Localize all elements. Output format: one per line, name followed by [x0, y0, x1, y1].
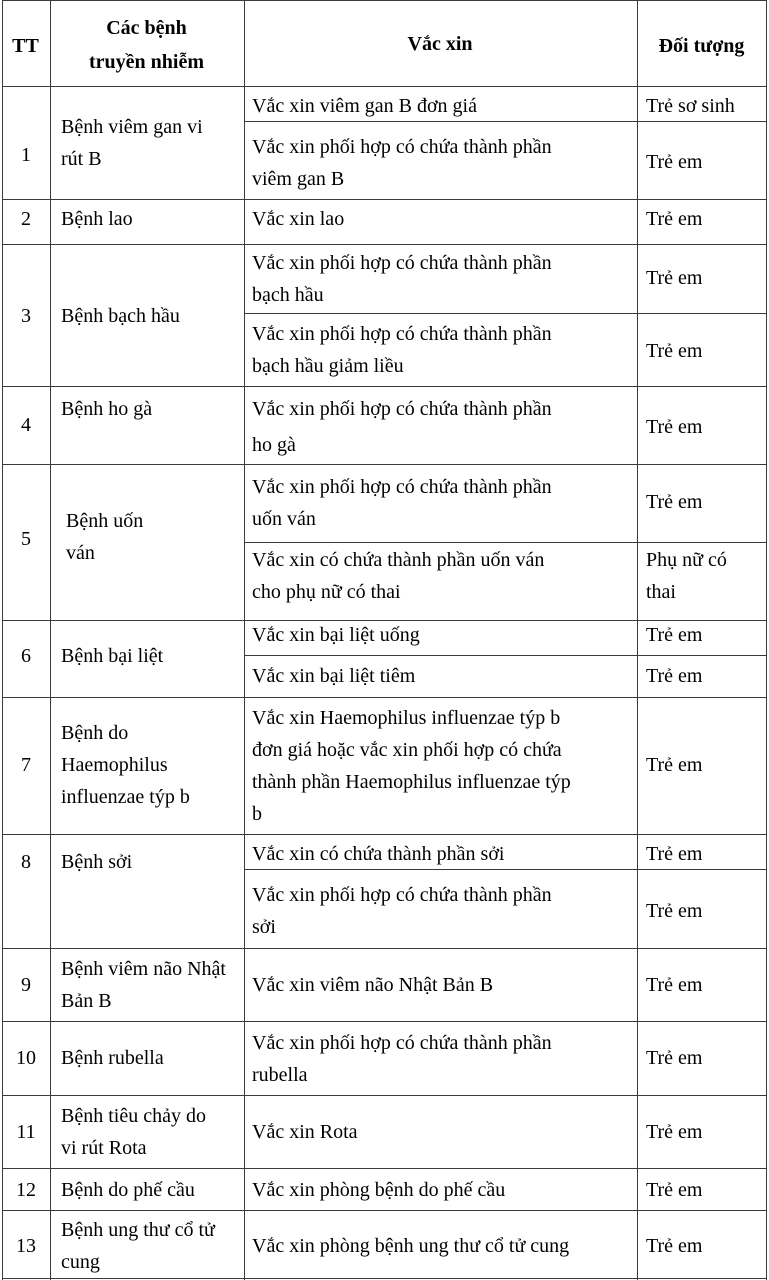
- column-divider: [637, 0, 638, 1280]
- row-number: 13: [16, 1235, 36, 1257]
- header-vaccine: Vắc xin: [407, 33, 473, 55]
- target-text: Trẻ em: [646, 1121, 703, 1143]
- row-number: 11: [16, 1121, 36, 1143]
- target-text: Phụ nữ có: [646, 549, 727, 571]
- vaccine-text: Vắc xin phối hợp có chứa thành phần: [252, 252, 552, 274]
- disease-name: Bệnh tiêu chảy do: [61, 1105, 206, 1127]
- vaccine-text: Vắc xin có chứa thành phần sởi: [252, 843, 505, 865]
- vaccine-text: Vắc xin lao: [252, 208, 345, 230]
- row-divider: [2, 244, 767, 245]
- row-number: 10: [16, 1047, 36, 1069]
- disease-name: cung: [61, 1251, 100, 1273]
- vaccine-text: Vắc xin bại liệt uống: [252, 624, 420, 646]
- target-text: Trẻ em: [646, 900, 703, 922]
- target-text: Trẻ em: [646, 974, 703, 996]
- vaccine-text: Vắc xin viêm não Nhật Bản B: [252, 974, 494, 996]
- sub-row-divider: [244, 313, 766, 314]
- vaccine-text: Vắc xin phối hợp có chứa thành phần: [252, 323, 552, 345]
- vaccine-text: Vắc xin phối hợp có chứa thành phần: [252, 398, 552, 420]
- row-number: 8: [21, 851, 31, 873]
- column-divider: [50, 0, 51, 1280]
- disease-name: Bệnh viêm não Nhật: [61, 958, 226, 980]
- vaccine-text: Vắc xin phòng bệnh do phế cầu: [252, 1179, 506, 1201]
- disease-name: Haemophilus: [61, 754, 168, 776]
- row-divider: [2, 1021, 767, 1022]
- target-text: Trẻ em: [646, 843, 703, 865]
- vaccine-text: Vắc xin Rota: [252, 1121, 358, 1143]
- vaccine-text: viêm gan B: [252, 168, 345, 190]
- target-text: thai: [646, 581, 676, 603]
- vaccine-text: ho gà: [252, 434, 296, 456]
- vaccine-text: uốn ván: [252, 508, 316, 530]
- vaccine-text: đơn giá hoặc vắc xin phối hợp có chứa: [252, 739, 562, 761]
- disease-name: vi rút Rota: [61, 1137, 147, 1159]
- disease-name: Bệnh do phế cầu: [61, 1179, 195, 1201]
- disease-name: Bệnh ho gà: [61, 398, 153, 420]
- row-divider: [2, 697, 767, 698]
- target-text: Trẻ em: [646, 416, 703, 438]
- disease-name: Bệnh ung thư cổ tử: [61, 1219, 215, 1241]
- header-divider: [2, 86, 767, 87]
- row-divider: [2, 464, 767, 465]
- vaccine-text: Vắc xin bại liệt tiêm: [252, 665, 416, 687]
- disease-name: Bệnh uốn: [66, 510, 144, 532]
- sub-row-divider: [244, 542, 766, 543]
- disease-name: Bệnh rubella: [61, 1047, 164, 1069]
- vaccine-text: thành phần Haemophilus influenzae týp: [252, 771, 571, 793]
- row-divider: [2, 1278, 767, 1279]
- row-number: 1: [21, 144, 31, 166]
- vaccine-text: Vắc xin viêm gan B đơn giá: [252, 95, 477, 117]
- target-text: Trẻ em: [646, 665, 703, 687]
- vaccine-text: rubella: [252, 1064, 308, 1086]
- target-text: Trẻ em: [646, 1235, 703, 1257]
- vaccine-text: Vắc xin phối hợp có chứa thành phần: [252, 884, 552, 906]
- target-text: Trẻ em: [646, 624, 703, 646]
- column-divider: [244, 0, 245, 1280]
- vaccine-text: Vắc xin phòng bệnh ung thư cổ tử cung: [252, 1235, 570, 1257]
- disease-name: Bệnh bạch hầu: [61, 305, 180, 327]
- vaccine-text: Vắc xin phối hợp có chứa thành phần: [252, 476, 552, 498]
- target-text: Trẻ em: [646, 208, 703, 230]
- row-number: 2: [21, 208, 31, 230]
- vaccine-text: Vắc xin Haemophilus influenzae týp b: [252, 707, 561, 729]
- row-divider: [2, 834, 767, 835]
- target-text: Trẻ em: [646, 340, 703, 362]
- sub-row-divider: [244, 655, 766, 656]
- vaccine-text: Vắc xin phối hợp có chứa thành phần: [252, 136, 552, 158]
- target-text: Trẻ em: [646, 1047, 703, 1069]
- vaccine-text: b: [252, 803, 262, 825]
- target-text: Trẻ sơ sinh: [646, 95, 735, 117]
- disease-name: Bệnh sởi: [61, 851, 133, 873]
- disease-name: rút B: [61, 148, 102, 170]
- target-text: Trẻ em: [646, 267, 703, 289]
- row-divider: [2, 1095, 767, 1096]
- vaccine-text: bạch hầu giảm liều: [252, 355, 404, 377]
- row-divider: [2, 1168, 767, 1169]
- row-number: 5: [21, 528, 31, 550]
- row-divider: [2, 1210, 767, 1211]
- disease-name: Bệnh viêm gan vi: [61, 116, 203, 138]
- row-number: 6: [21, 645, 31, 667]
- header-disease-line-1: Các bệnh: [106, 17, 187, 39]
- table-border-right: [766, 0, 767, 1280]
- vaccine-text: Vắc xin phối hợp có chứa thành phần: [252, 1032, 552, 1054]
- target-text: Trẻ em: [646, 491, 703, 513]
- row-divider: [2, 948, 767, 949]
- disease-name: Bản B: [61, 990, 112, 1012]
- row-number: 3: [21, 305, 31, 327]
- disease-name: Bệnh bại liệt: [61, 645, 164, 667]
- vaccine-text: sởi: [252, 916, 276, 938]
- target-text: Trẻ em: [646, 151, 703, 173]
- disease-name: ván: [66, 542, 95, 564]
- row-number: 4: [21, 414, 31, 436]
- row-divider: [2, 199, 767, 200]
- vaccine-text: Vắc xin có chứa thành phần uốn ván: [252, 549, 545, 571]
- header-target: Đối tượng: [658, 35, 745, 57]
- header-tt: TT: [12, 35, 39, 57]
- disease-name: influenzae týp b: [61, 786, 190, 808]
- row-number: 7: [21, 754, 31, 776]
- target-text: Trẻ em: [646, 754, 703, 776]
- row-divider: [2, 386, 767, 387]
- vaccine-text: cho phụ nữ có thai: [252, 581, 401, 603]
- disease-name: Bệnh do: [61, 722, 129, 744]
- table-border-top: [2, 0, 767, 1]
- row-number: 9: [21, 974, 31, 996]
- row-number: 12: [16, 1179, 36, 1201]
- disease-name: Bệnh lao: [61, 208, 133, 230]
- vaccine-text: bạch hầu: [252, 284, 324, 306]
- target-text: Trẻ em: [646, 1179, 703, 1201]
- header-disease-line-2: truyền nhiễm: [89, 51, 204, 73]
